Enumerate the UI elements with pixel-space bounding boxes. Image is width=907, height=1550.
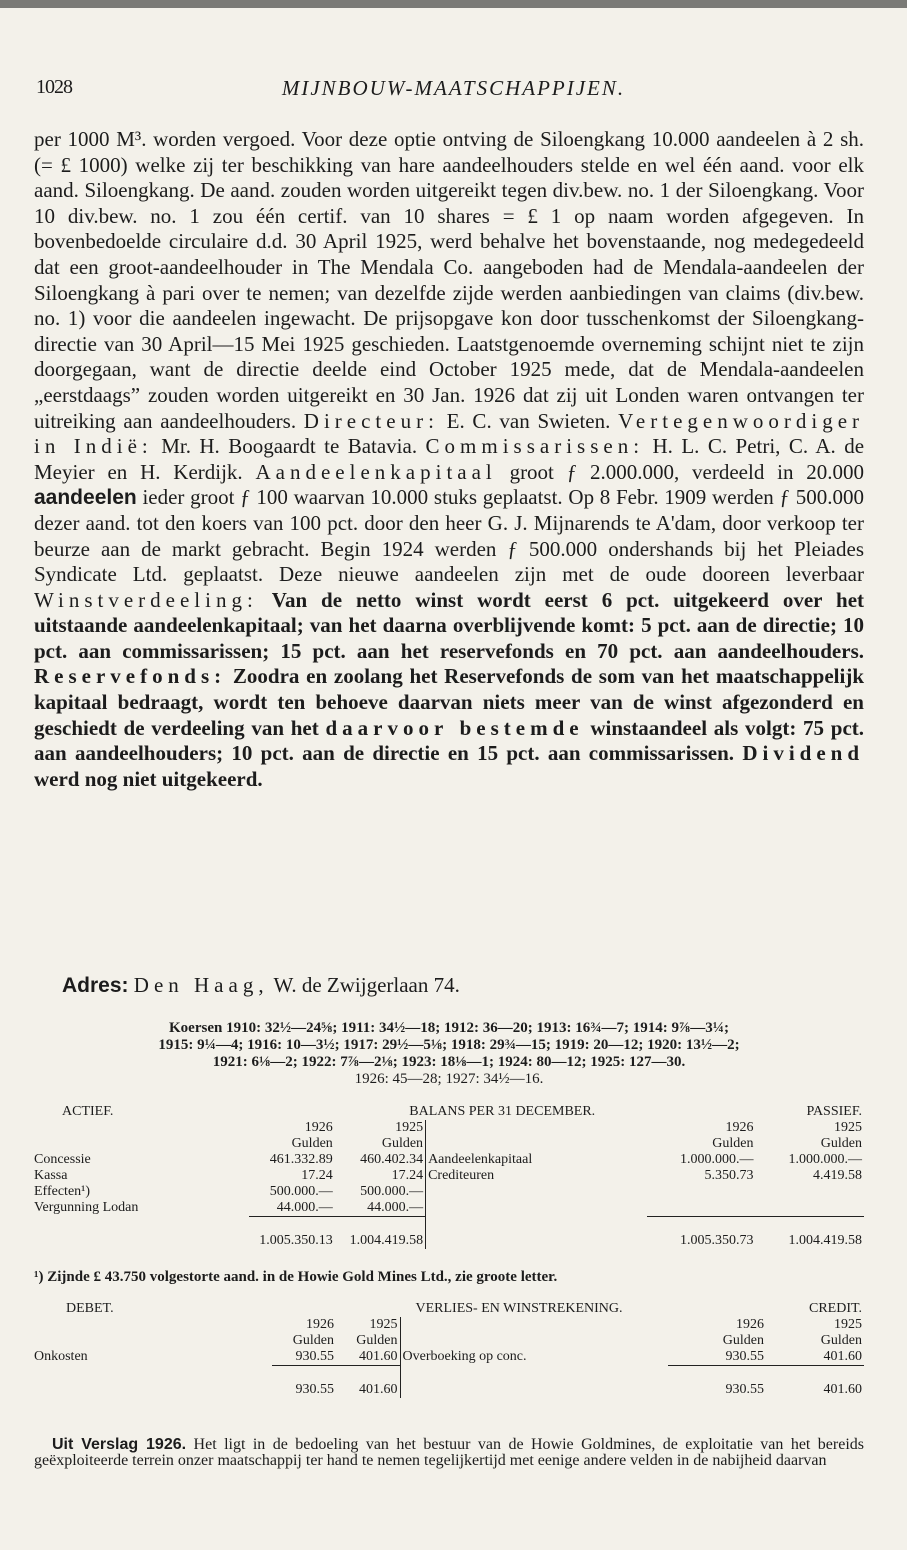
- cell-value: 44.000.—: [276, 1200, 333, 1215]
- price-line: 1921: 6⅛—2; 1922: 7⅞—2⅛; 1923: 18⅛—1; 1924: 80—12; 1925: 127—30.: [212, 1054, 686, 1070]
- year-header: 1926: [736, 1317, 764, 1332]
- unit-header: Gulden: [381, 1136, 424, 1151]
- cell-value: 5.350.73: [704, 1168, 754, 1183]
- address-label: Adres:: [62, 974, 129, 997]
- table-row: [32, 1200, 864, 1217]
- balance-title: BALANS PER 31 DECEMBER.: [409, 1104, 596, 1119]
- year-header: 1925: [395, 1120, 424, 1135]
- price-line: 1915: 9¼—4; 1916: 10—3½; 1917: 29½—5⅛; 1918: 29¾—15; 1919: 20—12; 1920: 13½—2;: [158, 1037, 740, 1053]
- page-number: 1028: [36, 76, 72, 98]
- year-header: 1925: [369, 1317, 398, 1332]
- total-value: 401.60: [359, 1382, 398, 1397]
- label-vertegenwoordiger: Vertegenwoordiger in Indië:: [34, 408, 865, 459]
- report-excerpt: [34, 1437, 864, 1469]
- cell-value: 44.000.—: [367, 1200, 424, 1215]
- cell-value: 17.24: [301, 1168, 333, 1183]
- cell-value: 930.55: [295, 1349, 334, 1364]
- row-label: Effecten¹): [34, 1184, 91, 1199]
- report-text: Het ligt in de bedoeling van het bestuur van de Howie Goldmines, de exploitatie van het bereids geëxploiteerde terrein onzer maatschappij ter hand te nemen tegelijkertijd met eenige andere velden in de nabijheid daarvan: [34, 1436, 865, 1469]
- balance-sheet-table: [32, 1104, 864, 1249]
- running-title: MIJNBOUW-MAATSCHAPPIJEN.: [281, 76, 626, 100]
- cell-value: 4.419.58: [813, 1168, 862, 1183]
- row-label: Kassa: [34, 1168, 68, 1183]
- address-line: [62, 973, 460, 998]
- row-label: Concessie: [34, 1152, 91, 1167]
- cell-value: 461.332.89: [269, 1152, 333, 1167]
- table-row: [32, 1349, 864, 1366]
- label-reservefonds: Reservefonds:: [34, 664, 227, 689]
- text-run: ieder groot ƒ 100 waarvan 10.000 stuks geplaatst. Op 8 Febr. 1909 werden ƒ 500.000 dezer aand. tot den koers van 100 pct. door den heer G. J. Mijnarends te A'dam, door verkoop ter beurze aan de markt gebracht. Begin 1924 werden ƒ 500.000 ondershands bij het Pleiades Syndicate Ltd. geplaatst. Deze nieuwe aandeelen zijn met de oude dooreen leverbaar: [34, 485, 864, 587]
- table-title-row: [32, 1104, 864, 1120]
- profit-loss-table: [32, 1301, 864, 1398]
- unit-header: Gulden: [722, 1333, 764, 1348]
- total-value: 401.60: [823, 1382, 862, 1397]
- table-row: [32, 1366, 864, 1383]
- unit-header: Gulden: [356, 1333, 398, 1348]
- total-value: 1.004.419.58: [349, 1233, 424, 1248]
- page-header: [0, 70, 907, 110]
- table-row: [32, 1333, 864, 1349]
- text-run: Mr. H. Boogaardt te Batavia.: [161, 434, 418, 459]
- text-run-bold: werd nog niet uitgekeerd.: [34, 766, 263, 791]
- text-run: E. C. van Swieten.: [446, 408, 611, 433]
- year-header: 1926: [304, 1120, 333, 1135]
- cell-value: 1.000.000.—: [679, 1152, 754, 1167]
- credit-label: CREDIT.: [808, 1301, 862, 1316]
- cell-value: 401.60: [359, 1349, 398, 1364]
- price-history: [34, 1020, 864, 1088]
- table-row: [32, 1168, 864, 1184]
- year-header: 1926: [725, 1120, 754, 1135]
- text-run-bold: Van de netto winst wordt eerst 6 pct. uitgekeerd over het uitstaande aandeelenkapitaal; van het daarna overblijvende komt: 5 pct. aan de directie; 10 pct. aan commissarissen; 15 pct. aan het reservefonds en 70 pct. aan aandeelhouders.: [34, 587, 865, 663]
- text-run-bold: winstaandeel als volgt: 75 pct. aan aandeelhouders; 10 pct. aan de directie en 15 pct. aan commissarissen.: [34, 715, 865, 766]
- table-row: [32, 1152, 864, 1168]
- passief-label: PASSIEF.: [806, 1104, 862, 1119]
- label-aandeelen: aandeelen: [34, 486, 137, 510]
- body-text: [34, 127, 864, 792]
- total-value: 930.55: [295, 1382, 334, 1397]
- text-run: per 1000 M³. worden vergoed. Voor deze optie ontving de Siloengkang 10.000 aandeelen à 2 sh. (= £ 1000) welke zij ter beschikking van hare aandeelhouders stelde en wel één aand. voor elk aand. Siloengkang. De aand. zouden worden uitgereikt tegen div.bew. no. 1 der Siloengkang. Voor 10 div.bew. no. 1 zou één certif. van 10 shares = £ 1 op naam worden afgegeven. In bovenbedoelde circulaire d.d. 30 April 1925, werd behalve het bovenstaande, nog medegedeeld dat een groot-aandeelhouder in The Mendala Co. aangeboden had de Mendala-aandeelen der Siloengkang à pari over te nemen; van dezelfde zijde werden aanbiedingen van claims (div.bew. no. 1) voor die aandeelen ingewacht. De prijsopgave kon door tusschenkomst der Siloengkang-directie van 30 April—15 Mei 1925 geschieden. Laatstgenoemde overneming schijnt niet te zijn doorgegaan, want de directie deelde eind October 1925 mede, dat de Mendala-aandeelen „eerstdaags” zouden worden uitgereikt en 30 Jan. 1926 dat zij uit Londen waren ontvangen ter uitreiking aan aandeelhouders.: [34, 127, 864, 433]
- report-label: Uit Verslag 1926.: [52, 1436, 187, 1453]
- year-header: 1925: [834, 1120, 862, 1135]
- scan-edge: [0, 0, 907, 8]
- cell-value: 930.55: [725, 1349, 764, 1364]
- body-paragraph: [34, 127, 864, 792]
- footnote: ¹) Zijnde £ 43.750 volgestorte aand. in de Howie Gold Mines Ltd., zie groote letter.: [34, 1269, 558, 1285]
- unit-header: Gulden: [291, 1136, 333, 1151]
- total-value: 1.005.350.73: [679, 1233, 754, 1248]
- table-row: [32, 1120, 864, 1136]
- totals-row: [32, 1233, 864, 1249]
- label-daarvoor-bestemde: daarvoor bestemde: [325, 715, 584, 740]
- label-commissarissen: Commissarissen:: [425, 434, 645, 459]
- cell-value: 17.24: [391, 1168, 424, 1183]
- address-city: Den Haag,: [133, 973, 269, 997]
- cell-value: 401.60: [823, 1349, 862, 1364]
- cell-value: 1.000.000.—: [788, 1152, 862, 1167]
- unit-header: Gulden: [820, 1136, 862, 1151]
- label-aandeelenkapitaal: Aandeelenkapitaal: [255, 459, 497, 484]
- total-value: 1.004.419.58: [788, 1233, 862, 1248]
- label-dividend: Dividend: [742, 741, 865, 766]
- label-winstverdeeling: Winstverdeeling:: [34, 587, 258, 612]
- text-run-bold: Zoodra en zoolang het Reservefonds de som van het maatschappelijk kapitaal bedraagt, wordt ten behoeve daarvan niets meer van de winst afgezonderd en geschiedt de verdeeling van het: [34, 664, 865, 740]
- text-run: groot ƒ 2.000.000, verdeeld in 20.000: [509, 459, 865, 484]
- table-row: [32, 1317, 864, 1333]
- unit-header: Gulden: [820, 1333, 862, 1348]
- pl-title: VERLIES- EN WINSTREKENING.: [415, 1301, 623, 1316]
- total-value: 930.55: [725, 1382, 764, 1397]
- row-label: Onkosten: [34, 1349, 88, 1365]
- row-label: Vergunning Lodan: [34, 1200, 139, 1216]
- year-header: 1925: [834, 1317, 862, 1332]
- totals-row: [32, 1382, 864, 1398]
- row-label: Aandeelenkapitaal: [426, 1152, 647, 1168]
- row-label: Crediteuren: [426, 1168, 647, 1184]
- table-row: [32, 1217, 864, 1234]
- cell-value: 500.000.—: [360, 1184, 424, 1199]
- cell-value: 500.000.—: [269, 1184, 333, 1199]
- unit-header: Gulden: [292, 1333, 334, 1348]
- price-line: 1926: 45—28; 1927: 34½—16.: [354, 1071, 544, 1087]
- actief-label: ACTIEF.: [62, 1104, 114, 1119]
- table-row: [32, 1184, 864, 1200]
- label-directeur: Directeur:: [303, 408, 439, 433]
- address-street: W. de Zwijgerlaan 74.: [273, 973, 460, 997]
- cell-value: 460.402.34: [360, 1152, 424, 1167]
- row-label: Overboeking op conc.: [400, 1349, 668, 1366]
- debet-label: DEBET.: [66, 1301, 114, 1316]
- text-run: H. L. C. Petri, C. A. de Meyier en H. Kerdijk.: [34, 434, 865, 484]
- unit-header: Gulden: [712, 1136, 754, 1151]
- table-row: [32, 1136, 864, 1152]
- table-title-row: [32, 1301, 864, 1317]
- year-header: 1926: [306, 1317, 334, 1332]
- total-value: 1.005.350.13: [259, 1233, 333, 1248]
- price-line: Koersen 1910: 32½—24⅝; 1911: 34½—18; 1912: 36—20; 1913: 16¾—7; 1914: 9⅞—3¼;: [169, 1020, 729, 1036]
- report-paragraph: [34, 1437, 864, 1469]
